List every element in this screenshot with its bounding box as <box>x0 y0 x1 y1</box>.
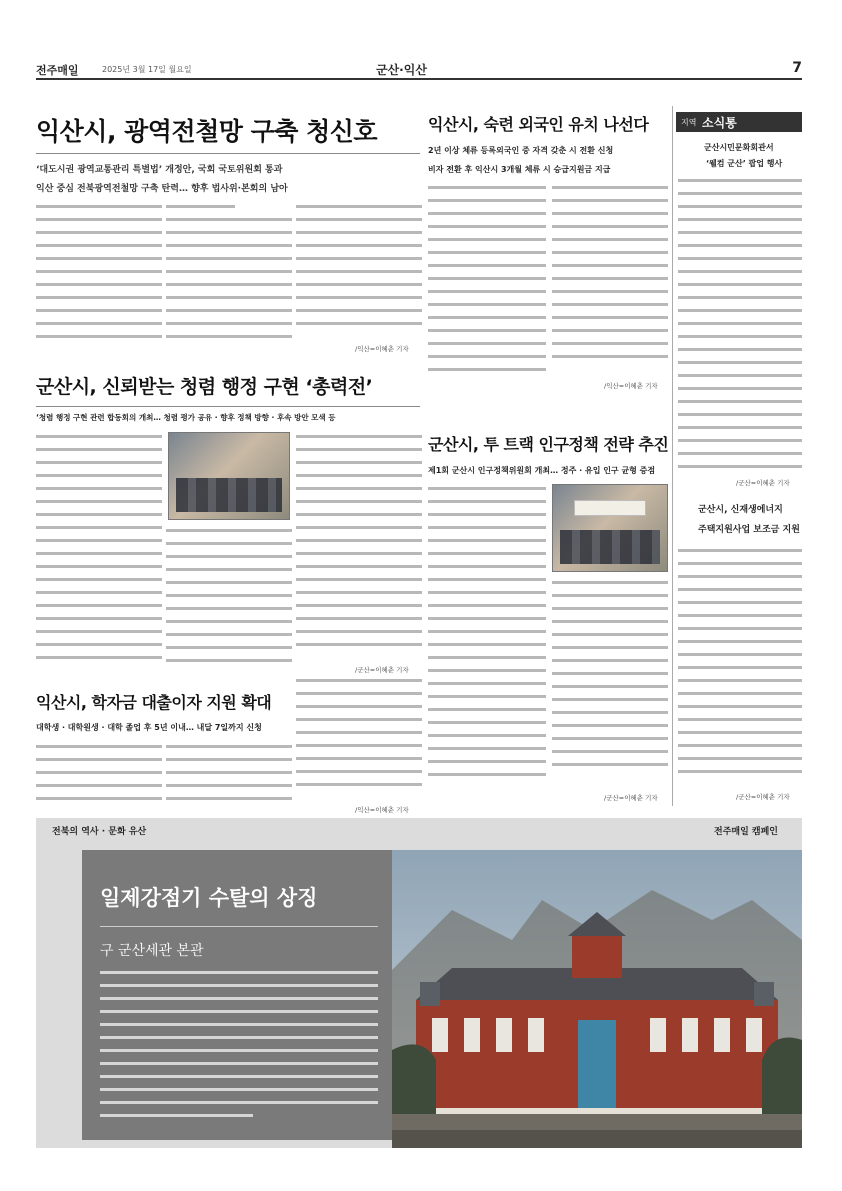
column-divider <box>672 106 673 806</box>
headline-foreign: 익산시, 숙련 외국인 유치 나선다 <box>428 115 649 134</box>
article-metro-col2 <box>166 202 292 352</box>
byline-admin: /군산=이혜춘 기자 <box>355 666 409 674</box>
divider <box>36 153 420 154</box>
subhead-foreign-2: 비자 전환 후 익산시 3개월 체류 시 승급지원금 지급 <box>428 165 611 174</box>
sidebar-item1-byline: /군산=이혜춘 기자 <box>736 479 790 487</box>
article-metro-col3 <box>296 202 422 352</box>
article-foreign-col1 <box>428 183 546 383</box>
article-admin-col1 <box>36 432 162 672</box>
section-title: 군산·익산 <box>376 63 427 77</box>
page-number: 7 <box>792 60 802 76</box>
subhead-metro-2: 익산 중심 전북광역전철망 구축 탄력… 향후 법사위·본회의 남아 <box>36 184 288 194</box>
subhead-metro-1: ‘대도시권 광역교통관리 특별법’ 개정안, 국회 국토위원회 통과 <box>36 165 283 175</box>
article-twotrack-photo <box>552 484 668 572</box>
sidebar-item1-body <box>678 176 802 476</box>
subhead-loan: 대학생 · 대학원생 · 대학 졸업 후 5년 이내… 내달 7일까지 신청 <box>36 723 262 732</box>
article-foreign-col2 <box>552 183 668 383</box>
masthead <box>36 60 802 80</box>
subhead-admin: ‘청렴 행정 구현 관련 합동회의 개최… 청렴 평가 공유 · 향후 정책 방향 · 후속 방안 모색 등 <box>36 413 336 422</box>
sidebar-item1-title: ‘웰컴 군산’ 팝업 행사 <box>706 159 783 168</box>
sidebar-item2-head: 군산시, 신재생에너지 <box>698 505 783 515</box>
article-loan-col3 <box>296 676 422 796</box>
sidebar-item1-head: 군산시민문화회관서 <box>704 143 774 152</box>
heritage-feature <box>36 818 802 1148</box>
article-admin-col3 <box>296 432 422 672</box>
article-loan-col1 <box>36 742 162 804</box>
article-twotrack-col2 <box>552 578 668 794</box>
sidebar-item2-body <box>678 546 802 790</box>
article-admin-photo <box>168 432 290 520</box>
headline-metro: 익산시, 광역전철망 구축 청신호 <box>36 117 378 146</box>
divider <box>36 406 420 407</box>
article-twotrack-col1 <box>428 484 546 794</box>
sidebar-item2-byline: /군산=이혜춘 기자 <box>736 793 790 801</box>
newspaper-brand: 전주매일 <box>36 64 79 77</box>
article-metro-col1 <box>36 202 162 352</box>
feature-body <box>100 968 378 1138</box>
byline-twotrack: /군산=이혜춘 기자 <box>604 794 658 802</box>
article-loan-col2 <box>166 742 292 804</box>
feature-title: 일제강점기 수탈의 상징 <box>100 885 318 910</box>
customs-house-photo <box>392 850 802 1148</box>
sidebar-tag: 지역 <box>681 118 697 127</box>
byline-metro: /익산=이혜춘 기자 <box>355 345 409 353</box>
customs-house-illustration <box>392 850 802 1148</box>
article-admin-col2 <box>166 526 292 672</box>
headline-loan: 익산시, 학자금 대출이자 지원 확대 <box>36 693 272 712</box>
byline-loan: /익산=이혜춘 기자 <box>355 806 409 814</box>
feature-text-box <box>82 850 392 1140</box>
sidebar-title: 소식통 <box>702 116 737 130</box>
subhead-foreign-1: 2년 이상 체류 등록외국인 중 자격 갖춘 시 전환 신청 <box>428 146 614 155</box>
headline-admin: 군산시, 신뢰받는 청렴 행정 구현 ‘총력전’ <box>36 376 373 398</box>
sidebar-header <box>676 112 802 132</box>
issue-date: 2025년 3월 17일 월요일 <box>102 65 192 74</box>
headline-twotrack: 군산시, 투 트랙 인구정책 전략 추진 <box>428 435 669 454</box>
feature-subtitle: 구 군산세관 본관 <box>100 943 204 959</box>
subhead-twotrack: 제1회 군산시 인구정책위원회 개최… 정주 · 유입 인구 균형 증점 <box>428 466 656 475</box>
sidebar-item2-title: 주택지원사업 보조금 지원 <box>698 525 800 535</box>
feature-section-label: 전북의 역사 · 문화 유산 <box>52 827 147 837</box>
feature-campaign-label: 전주매일 캠페인 <box>714 827 778 837</box>
byline-foreign: /익산=이혜춘 기자 <box>604 382 658 390</box>
